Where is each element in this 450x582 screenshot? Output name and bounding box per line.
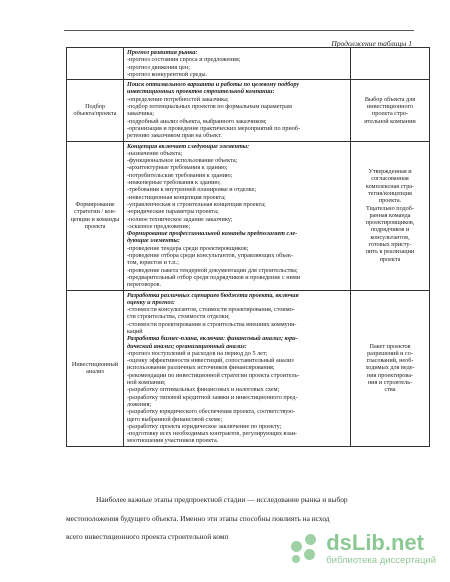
content-cell-line: -предварительный отбор среди подрядчиков и проведение с ними xyxy=(127,273,301,281)
content-cell-line: ложения; xyxy=(127,400,152,408)
content-cell-line: -разработку юридического обеспечения проекта, соответствую- xyxy=(127,408,296,416)
content-cell-line: -проведение отбора среди консультантов, управляющих объек- xyxy=(127,252,294,260)
content-cell-line: -организация и проведение практических мероприятий по приоб- xyxy=(127,124,301,132)
project-stages-table xyxy=(66,47,430,447)
content-cell-line: каций xyxy=(127,327,143,335)
stage-cell-line: анализ xyxy=(86,368,104,376)
content-cell-line: дующие элементы: xyxy=(127,237,180,245)
content-cell-line: -рекомендации по инвестиционной стратегии проекта строитель- xyxy=(127,371,300,379)
stage-cell-line: Подбор xyxy=(85,103,105,111)
content-cell-line: -подготовку всех необходимых контрактов, регулирующих взаи- xyxy=(127,430,297,438)
content-cell-line: -прогноз конкурентной среды. xyxy=(127,70,208,78)
result-cell-line: ства xyxy=(384,386,396,394)
watermark-subtitle: библиотека диссертаций xyxy=(326,555,436,566)
result-cell-line: Пакет проектов xyxy=(369,342,411,350)
result-cell-line: проектировщиков, xyxy=(365,219,415,227)
content-cell-line: -потребительские требования к зданию; xyxy=(127,171,233,179)
dslib-logo-icon xyxy=(288,532,324,566)
content-cell-line: переговоров. xyxy=(127,281,162,289)
content-cell-line: использования различных источников финансирования; xyxy=(127,364,275,372)
stage-cell-line: цепции и команды xyxy=(70,215,120,223)
content-cell-line: ной компании; xyxy=(127,379,166,387)
content-cell-line: -инженерные требования к зданию; xyxy=(127,179,221,187)
result-cell-line: ранная команда xyxy=(369,211,411,219)
content-cell-line: -подбор потенциальных проектов по формальным параметрам xyxy=(127,103,292,111)
result-cell-line: готовых присту- xyxy=(368,241,412,249)
table-row xyxy=(67,80,430,141)
content-cell-line: -инвестиционная концепция проекта; xyxy=(127,193,226,201)
result-cell-line: подрядчиков и xyxy=(370,226,410,234)
content-cell-line: -проведение тендера среди проектировщиков; xyxy=(127,244,249,252)
content-cell-line: -юридические параметры проекта; xyxy=(127,208,219,216)
content-cell-line: -оценку эффективности инвестиций, сопоставительный анализ xyxy=(127,357,294,365)
stage-cell-line: стратегии / кон- xyxy=(74,208,116,216)
stage-cell xyxy=(67,141,124,290)
content-cell-line: щего выбранной финансовой схеме; xyxy=(127,415,223,423)
result-cell-line: комплексная стра- xyxy=(365,182,415,190)
result-cell-line: ния проектирова- xyxy=(366,371,414,379)
result-cell-line: консультантов, xyxy=(370,233,410,241)
stage-cell-line: Формирование xyxy=(75,200,115,208)
body-line: местоположения будущего объекта. Именно эти этапы способны повлиять на исход xyxy=(66,513,330,523)
content-cell-line: -архитектурные требования к зданию; xyxy=(127,164,228,172)
stage-cell xyxy=(67,48,124,80)
result-cell-line: ния и строитель- xyxy=(367,379,413,387)
body-line: Наиболее важные этапы предпроектной стадии — исследование рынка и выбор xyxy=(96,495,348,504)
stage-cell-line: проекта xyxy=(84,222,106,230)
result-cell-line: пить к реализации xyxy=(365,248,415,256)
content-cell-line: ретению заказчиком прав на объект. xyxy=(127,132,222,140)
table-continuation-label: Продолжение таблицы 1 xyxy=(331,39,412,48)
content-cell-line: моотношения участников проекта. xyxy=(127,437,219,445)
stage-cell xyxy=(67,80,124,141)
content-cell-line: Прогноз развития рынка: xyxy=(127,49,198,56)
result-cell-line: ходимых для веде- xyxy=(365,364,415,372)
content-cell-line: инвестиционных проектов строительной компании: xyxy=(127,88,275,96)
result-cell-line: проекта xyxy=(379,255,401,263)
content-cell-line: -подробный анализ объекта, выбранного заказчиком; xyxy=(127,117,267,125)
content-cell xyxy=(124,141,351,290)
content-cell xyxy=(124,80,351,141)
content-cell-line: том, юристов и т.п.; xyxy=(127,259,179,267)
content-cell-line: -разработку типовой кредитной заявки и инвестиционного пред- xyxy=(127,393,298,401)
result-cell-line: согласованная xyxy=(371,175,409,183)
content-cell-line: Разработка бизнес-плана, включая: финансовый анализ; юри- xyxy=(127,335,298,343)
content-cell-line: -разработку оптимальных финансовых и налоговых схем; xyxy=(127,386,280,394)
watermark-brand: dsLib.net xyxy=(326,530,424,555)
result-cell xyxy=(351,141,430,290)
content-cell-line: -требования к внутренней планировке и отделке; xyxy=(127,186,257,194)
content-cell-line: -прогноз движения цен; xyxy=(127,63,190,71)
result-cell-line: инвестиционного xyxy=(366,103,414,111)
result-cell-line: ительной компании xyxy=(364,117,416,125)
dslib-watermark[interactable] xyxy=(288,532,436,566)
result-cell-line: Утвержденная и xyxy=(368,168,412,176)
content-cell-line: сти строительства, стоимости отделки; xyxy=(127,313,230,321)
result-cell-line: проекта. xyxy=(378,197,402,205)
content-cell-line: оценку и прогноз: xyxy=(127,298,175,306)
content-cell-line: -стоимости проектирования и строительства внешних коммуни- xyxy=(127,320,297,328)
stage-cell-line: Инвестиционный xyxy=(71,360,119,368)
body-line: всего инвестиционного проекта строительной комп xyxy=(66,532,229,541)
content-cell-line: дический анализ; организационный анализ: xyxy=(127,342,247,350)
result-cell-line: Тщательно подоб- xyxy=(366,204,414,212)
page-top-rule xyxy=(64,30,414,31)
content-cell-line: -полное техническое задание заказчику; xyxy=(127,215,233,223)
content-cell xyxy=(124,290,351,446)
content-cell xyxy=(124,48,351,80)
content-cell-line: Поиск оптимального варианта и работы по целевому подбору xyxy=(127,81,300,89)
content-cell-line: -определение потребностей заказчика; xyxy=(127,95,229,103)
table-row xyxy=(67,290,430,446)
result-cell xyxy=(351,290,430,446)
content-cell-line: Формирование профессиональной команды предполагает сле- xyxy=(127,230,298,238)
content-cell-line: -стоимости консультантов, стоимости проектирования, стоимо- xyxy=(127,306,295,314)
content-cell-line: Концепция включает следующие элементы: xyxy=(127,142,250,150)
content-cell-line: -назначение объекта; xyxy=(127,149,183,157)
content-cell-line: -функциональное использование объекта; xyxy=(127,157,238,165)
content-cell-line: -прогноз состояния спроса и предложения; xyxy=(127,56,241,64)
content-cell-line: -прогноз поступлений и расходов на период до 5 лет; xyxy=(127,349,268,357)
content-cell-line: -разработку проекта юридическое заключение по проекту; xyxy=(127,422,282,430)
table-row xyxy=(67,48,430,80)
content-cell-line: -управленческая и строительная концепция проекта; xyxy=(127,200,266,208)
content-cell-line: Разработка различных сценариев бюджета проекта, включая xyxy=(127,291,299,299)
result-cell-line: тегия/концепция xyxy=(368,189,412,197)
result-cell-line: разрешений и со- xyxy=(367,349,413,357)
result-cell-line: проекта стро- xyxy=(371,110,409,118)
result-cell-line: гласований, необ- xyxy=(366,357,414,365)
table-row xyxy=(67,141,430,290)
stage-cell-line: объекта/проекта xyxy=(73,110,117,118)
stage-cell xyxy=(67,290,124,446)
content-cell-line: заказчика; xyxy=(127,110,154,118)
content-cell-line: -проведение пакета тендерной документации для строительства; xyxy=(127,266,298,274)
content-cell-line: -эскизное предложение; xyxy=(127,222,191,230)
result-cell-line: Выбор объекта для xyxy=(364,95,416,103)
result-cell xyxy=(351,48,430,80)
table-body xyxy=(67,48,430,447)
result-cell xyxy=(351,80,430,141)
